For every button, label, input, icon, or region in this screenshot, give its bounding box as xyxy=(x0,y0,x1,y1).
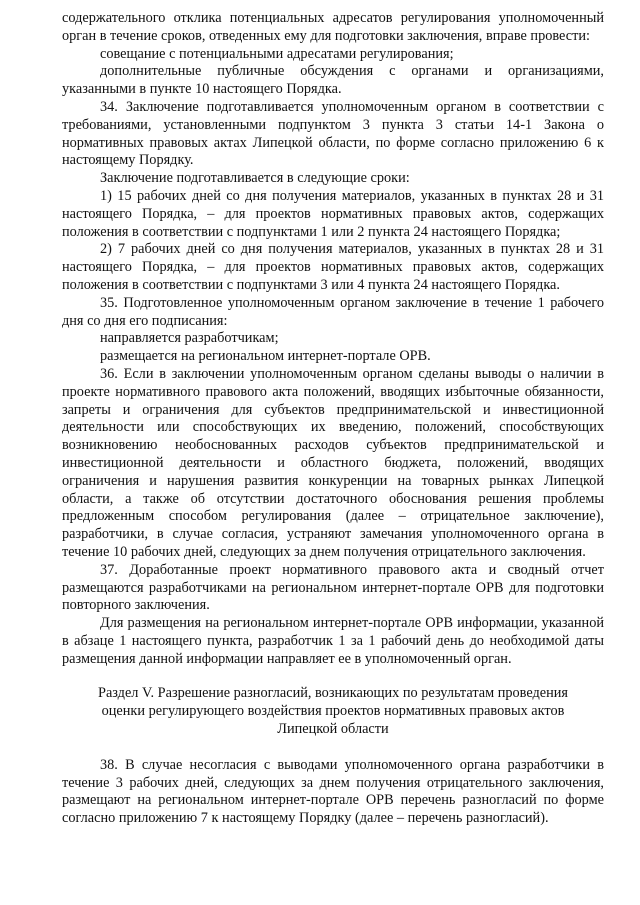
section-heading: Раздел V. Разрешение разногласий, возникающих по результатам проведения оценки регулирующего воздействия проектов нормативных правовых актов Липецкой области xyxy=(98,685,568,738)
paragraph-continuation: содержательного отклика потенциальных адресатов регулирования уполномоченный орган в течение сроков, отведенных ему для подготовки заключения, вправе провести: xyxy=(62,10,604,44)
paragraph-35: 35. Подготовленное уполномоченным органом заключение в течение 1 рабочего дня со дня его подписания: xyxy=(62,294,604,329)
paragraph-37-posting: Для размещения на региональном интернет-портале ОРВ информации, указанной в абзаце 1 настоящего пункта, разработчик 1 за 1 рабочий день до необходимой даты размещения данной информации направляет ее в уполномоченный орган. xyxy=(62,615,604,667)
paragraph-meeting: совещание с потенциальными адресатами регулирования; xyxy=(100,45,454,62)
paragraph-35-posted: размещается на региональном интернет-портале ОРВ. xyxy=(100,348,431,365)
paragraph-term-1: 1) 15 рабочих дней со дня получения материалов, указанных в пунктах 28 и 31 настоящего Порядка, – для проектов нормативных правовых актов, содержащих положения в соответствии с подпунктами 1 или 2 пункта 24 настоящего Порядка; xyxy=(62,187,604,240)
paragraph-37: 37. Доработанные проект нормативного правового акта и сводный отчет размещаются разработчиками на региональном интернет-портале ОРВ для подготовки повторного заключения. xyxy=(62,561,604,614)
paragraph-36: 36. Если в заключении уполномоченным органом сделаны выводы о наличии в проекте нормативного правового акта положений, вводящих избыточные обязанности, запреты и ограничения для субъектов предпринимательской и инвестиционной деятельности или способствующих их введению, положений, способствующих возникновению необоснованных расходов субъектов предпринимательской и инвестиционной деятельности и областного бюджета, положений, вводящих ограничения и нарушения развития конкуренции на товарных рынках Липецкой области, а также об отсутствии достаточного обоснования решения проблемы предложенным способом регулирования (далее – отрицательное заключение), разработчики, в случае согласия, устраняют замечания уполномоченного органа в течение 10 рабочих дней, следующих за днем получения отрицательного заключения. xyxy=(62,365,604,560)
document-page xyxy=(62,10,604,828)
paragraph-term-2: 2) 7 рабочих дней со дня получения материалов, указанных в пунктах 28 и 31 настоящего Порядка, – для проектов нормативных правовых актов, содержащих положения в соответствии с подпунктами 3 или 4 пункта 24 настоящего Порядка. xyxy=(62,241,604,293)
paragraph-35-sent: направляется разработчикам; xyxy=(100,330,279,347)
paragraph-terms-intro: Заключение подготавливается в следующие сроки: xyxy=(100,170,410,187)
paragraph-38: 38. В случае несогласия с выводами уполномоченного органа разработчики в течение 3 рабочих дней, следующих за днем получения отрицательного заключения, размещают на региональном интернет-портале ОРВ перечень разногласий по форме согласно приложению 7 к настоящему Порядку (далее – перечень разногласий). xyxy=(62,756,604,827)
paragraph-public-discussion: дополнительные публичные обсуждения с органами и организациями, указанными в пункте 10 настоящего Порядка. xyxy=(62,63,604,98)
paragraph-34: 34. Заключение подготавливается уполномоченным органом в соответствии с требованиями, установленными подпунктом 3 пункта 3 статьи 14-1 Закона о нормативных правовых актах Липецкой области, по форме согласно приложению 6 к настоящему Порядку. xyxy=(62,98,604,169)
